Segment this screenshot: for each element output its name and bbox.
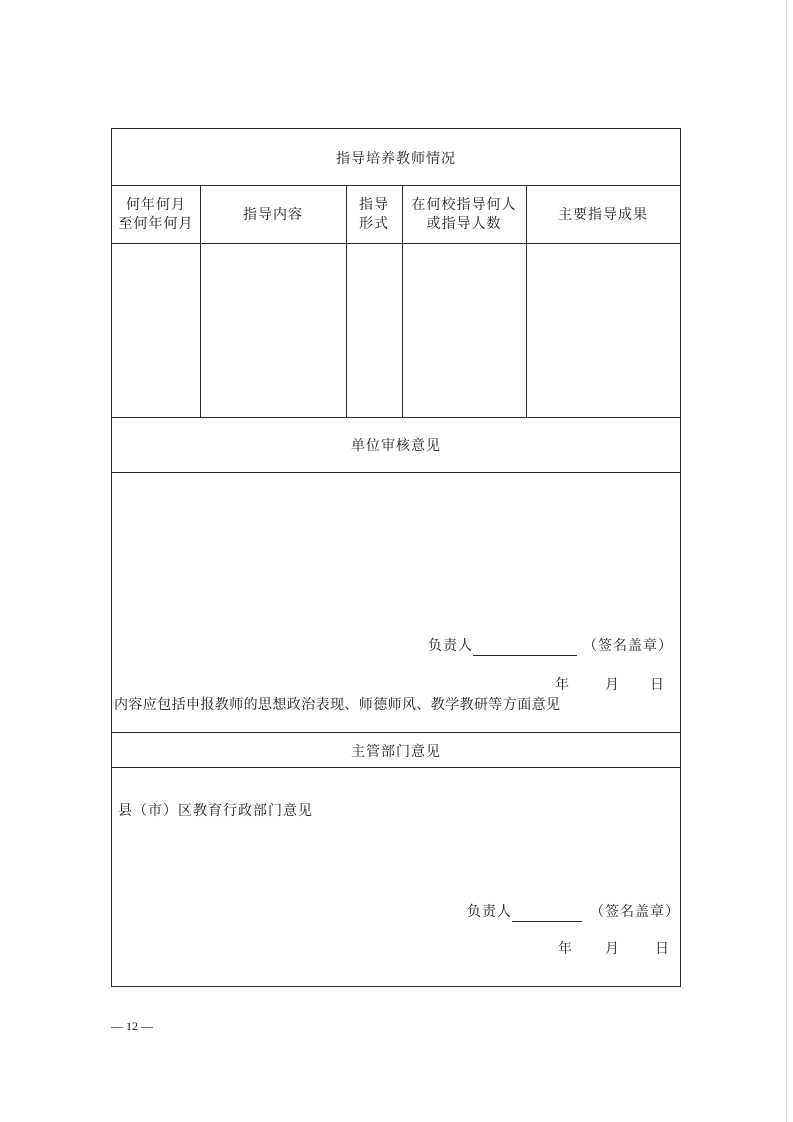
column-header-results	[526, 187, 680, 243]
scan-edge-line	[786, 0, 787, 1122]
department-opinion-intro: 县（市）区教育行政部门意见	[118, 803, 313, 819]
evaluation-form-table	[111, 128, 681, 987]
unit-date-month: 月	[605, 677, 619, 693]
department-date-month: 月	[605, 941, 619, 957]
divider-line	[112, 243, 680, 244]
column-divider	[200, 186, 201, 417]
page-number: — 12 —	[111, 1019, 153, 1033]
training-section-title: 指导培养教师情况	[336, 151, 456, 167]
unit-signature-row	[428, 636, 673, 656]
column-header-form-line2: 形式	[359, 216, 389, 232]
column-header-period-line1: 何年何月	[126, 197, 186, 213]
column-header-results-line1: 主要指导成果	[558, 206, 648, 223]
department-date-year: 年	[558, 941, 572, 957]
column-header-school-person	[402, 187, 526, 243]
unit-date-day: 日	[650, 677, 664, 693]
column-divider	[402, 186, 403, 417]
column-header-content	[200, 187, 346, 243]
divider-line	[112, 732, 680, 733]
unit-signature-blank[interactable]	[473, 640, 577, 656]
column-header-form-line1: 指导	[359, 197, 389, 213]
department-date-day: 日	[655, 941, 669, 957]
column-header-school-person-line1: 在何校指导何人	[411, 197, 517, 213]
department-opinion-title: 主管部门意见	[351, 744, 441, 760]
unit-seal-note: （签名盖章）	[583, 638, 673, 654]
column-header-period	[112, 187, 200, 243]
unit-review-note: 内容应包括申报教师的思想政治表现、师德师风、教学教研等方面意见	[114, 697, 561, 713]
department-signature-row	[467, 902, 680, 922]
column-divider	[346, 186, 347, 417]
divider-line	[112, 417, 680, 418]
unit-signer-label: 负责人	[428, 638, 473, 654]
column-header-content-line1: 指导内容	[243, 206, 303, 223]
department-signature-blank[interactable]	[512, 906, 582, 922]
department-seal-note: （签名盖章）	[590, 904, 680, 920]
divider-line	[112, 185, 680, 186]
column-header-school-person-line2: 或指导人数	[426, 216, 502, 232]
unit-review-title: 单位审核意见	[351, 438, 441, 454]
column-header-period-line2: 至何年何月	[118, 216, 194, 232]
column-header-form	[346, 187, 402, 243]
divider-line	[112, 767, 680, 768]
department-signer-label: 负责人	[467, 904, 512, 920]
divider-line	[112, 472, 680, 473]
column-divider	[526, 186, 527, 417]
unit-date-year: 年	[555, 677, 569, 693]
